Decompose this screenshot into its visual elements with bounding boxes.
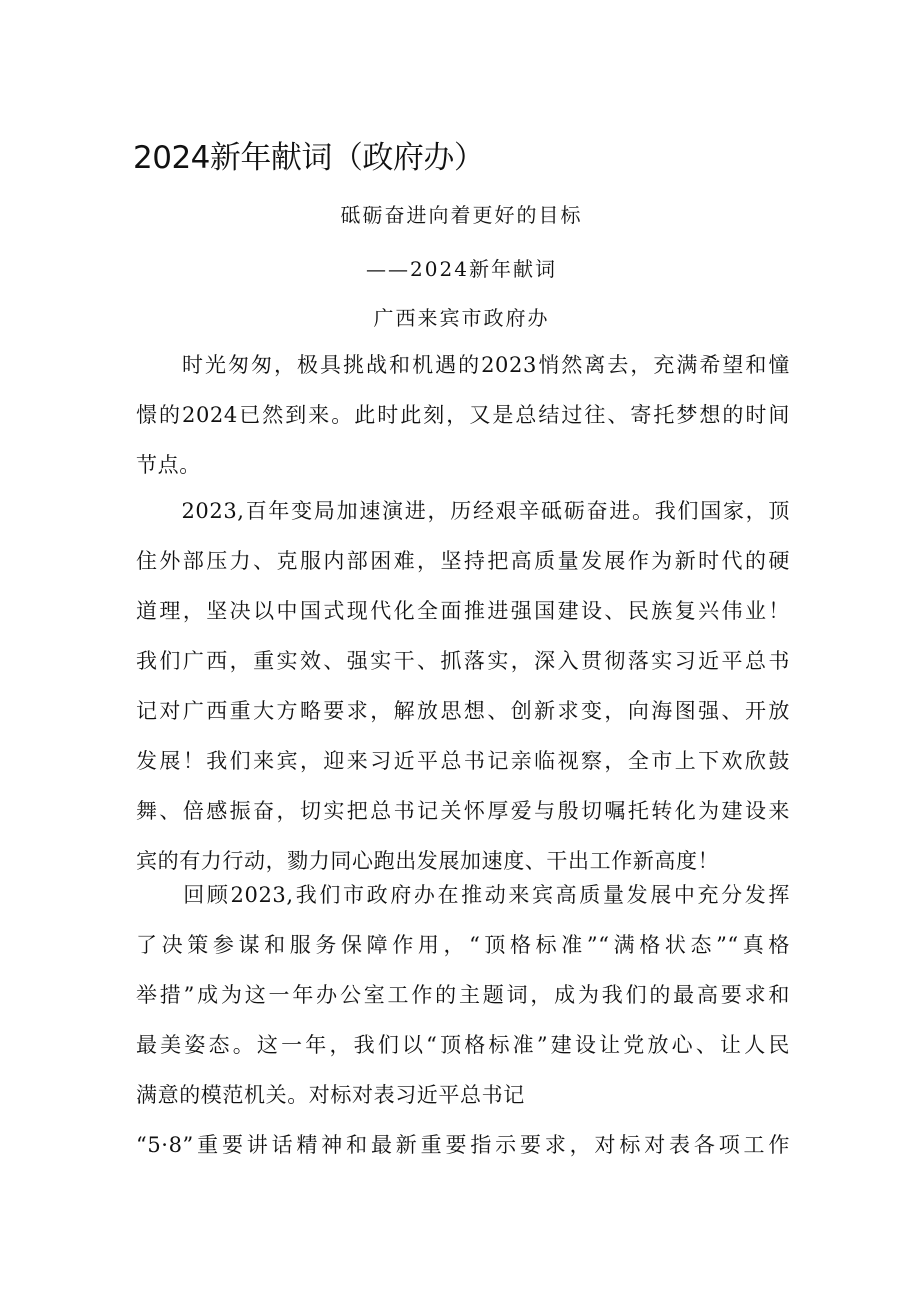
paragraph-line: 了决策参谋和服务保障作用，“顶格标准”“满格状态”“真格 (136, 933, 790, 957)
paragraph-line: 发展！我们来宾，迎来习近平总书记亲临视察，全市上下欢欣鼓 (136, 749, 790, 773)
document-subtitle-2: ——2024新年献词 (366, 257, 557, 281)
paragraph-line: 宾的有力行动，勠力同心跑出发展加速度、干出工作新高度！ (136, 849, 720, 873)
paragraph-2 (136, 486, 790, 886)
paragraph-line: 满意的模范机关。对标对表习近平总书记 (136, 1083, 525, 1107)
paragraph-line: 道理，坚决以中国式现代化全面推进强国建设、民族复兴伟业！ (136, 599, 790, 623)
paragraph-line: 最美姿态。这一年，我们以“顶格标准”建设让党放心、让人民 (136, 1033, 790, 1057)
paragraph-line: 回顾2023,我们市政府办在推动来宾高质量发展中充分发挥 (136, 883, 790, 907)
paragraph-line: 时光匆匆，极具挑战和机遇的2023悄然离去，充满希望和憧 (136, 353, 790, 377)
paragraph-line: 住外部压力、克服内部困难，坚持把高质量发展作为新时代的硬 (136, 549, 790, 573)
paragraph-line: 我们广西，重实效、强实干、抓落实，深入贯彻落实习近平总书 (136, 649, 790, 673)
paragraph-line: 2023,百年变局加速演进，历经艰辛砥砺奋进。我们国家，顶 (136, 499, 790, 523)
paragraph-1 (136, 340, 790, 490)
document-author: 广西来宾市政府办 (373, 306, 550, 330)
paragraph-3 (136, 870, 790, 1170)
document-subtitle: 砥砺奋进向着更好的目标 (340, 203, 583, 227)
paragraph-line: 舞、倍感振奋，切实把总书记关怀厚爱与殷切嘱托转化为建设来 (136, 799, 790, 823)
paragraph-line: “5·8”重要讲话精神和最新重要指示要求，对标对表各项工作 (136, 1133, 790, 1157)
paragraph-line: 记对广西重大方略要求，解放思想、创新求变，向海图强、开放 (136, 699, 790, 723)
paragraph-line: 举措”成为这一年办公室工作的主题词，成为我们的最高要求和 (136, 983, 790, 1007)
paragraph-line: 憬的2024已然到来。此时此刻，又是总结过往、寄托梦想的时间 (136, 403, 790, 427)
paragraph-line: 节点。 (136, 453, 201, 477)
document-title: 2024新年献词（政府办） (133, 140, 485, 176)
